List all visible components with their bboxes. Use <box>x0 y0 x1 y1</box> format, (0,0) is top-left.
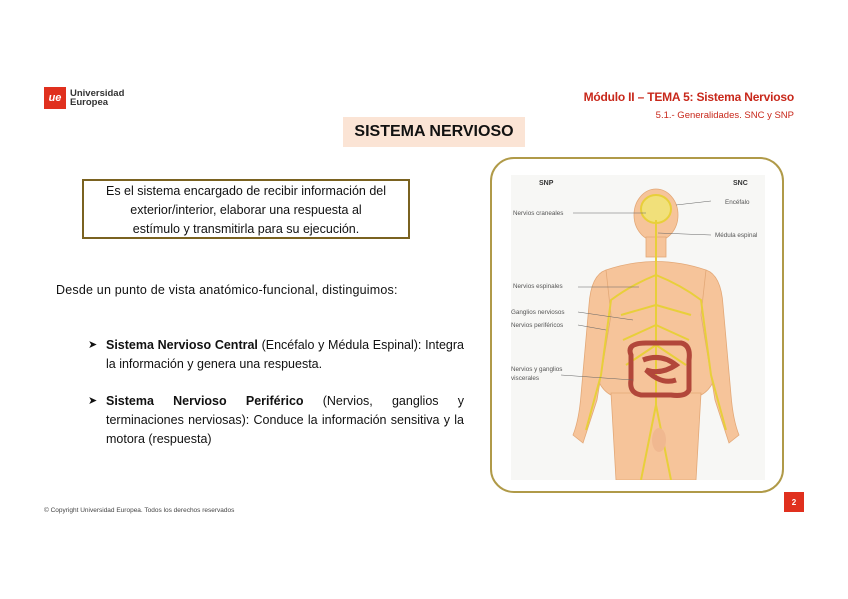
bullet-description: (Nervios, ganglios y terminaciones nerviosas): Conduce la información sensitiva y la motora (respuesta) <box>106 394 464 446</box>
pelvis-detail <box>652 428 666 452</box>
label-snp: SNP <box>539 180 554 187</box>
definition-line: estímulo y transmitirla para su ejecución. <box>132 222 360 236</box>
copyright-text: © Copyright Universidad Europea. Todos los derechos reservados <box>44 507 235 514</box>
logo-mark: ue <box>44 87 66 109</box>
bullet-term: Sistema Nervioso Central <box>106 338 258 352</box>
label-spinal: Nervios espinales <box>513 283 563 290</box>
module-subtitle: 5.1.- Generalidades. SNC y SNP <box>655 110 794 121</box>
definition-box <box>82 179 410 239</box>
page-title: SISTEMA NERVIOSO <box>343 117 525 147</box>
arrow-bullet-icon: ➤ <box>88 339 98 351</box>
logo-text <box>70 89 124 108</box>
label-visceral-1: Nervios y ganglios <box>511 366 563 373</box>
bullet-snp <box>88 392 464 449</box>
label-peripheral: Nervios periféricos <box>511 322 564 329</box>
university-logo <box>44 87 124 109</box>
page-number: 2 <box>784 492 804 512</box>
definition-line: exterior/interior, elaborar una respuesta al <box>130 203 362 217</box>
label-ganglia: Ganglios nerviosos <box>511 309 565 316</box>
bullet-term: Sistema Nervioso Periférico <box>106 394 304 408</box>
nervous-system-illustration <box>511 175 765 480</box>
bullet-description: (Encéfalo y Médula Espinal): Integra la información y genera una respuesta. <box>106 338 465 371</box>
logo-line2: Europea <box>70 97 109 108</box>
label-cord: Médula espinal <box>715 232 758 239</box>
logo-line1: Universidad <box>70 87 125 99</box>
bullet-text <box>106 336 464 374</box>
bullet-text <box>106 392 464 449</box>
label-cranial: Nervios craneales <box>513 210 564 217</box>
label-brain: Encéfalo <box>725 199 750 206</box>
nervous-system-figure <box>511 175 765 480</box>
bullet-snc <box>88 336 464 374</box>
intro-text: Desde un punto de vista anatómico-funcional, distinguimos: <box>56 283 398 297</box>
module-title: Módulo II – TEMA 5: Sistema Nervioso <box>583 90 794 104</box>
label-visceral-2: viscerales <box>511 375 539 382</box>
definition-line: Es el sistema encargado de recibir información del <box>106 184 386 198</box>
arrow-bullet-icon: ➤ <box>88 395 98 407</box>
label-snc: SNC <box>733 180 748 187</box>
